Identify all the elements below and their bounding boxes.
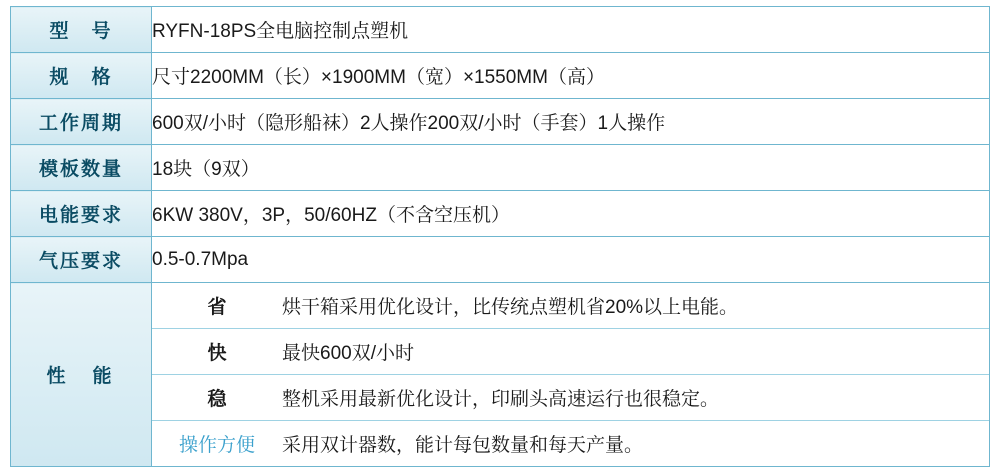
performance-value-stable: 整机采用最新优化设计，印刷头高速运行也很稳定。 xyxy=(282,375,989,421)
row-label-air-pressure: 气压要求 xyxy=(11,237,152,283)
row-value-model: RYFN-18PS全电脑控制点塑机 xyxy=(152,7,990,53)
row-label-spec: 规 格 xyxy=(11,53,152,99)
table-row xyxy=(11,99,990,145)
row-label-power: 电能要求 xyxy=(11,191,152,237)
row-value-spec: 尺寸2200MM（长）×1900MM（宽）×1550MM（高） xyxy=(152,53,990,99)
performance-value-fast: 最快600双/小时 xyxy=(282,329,989,375)
performance-key-easy-operation: 操作方便 xyxy=(178,435,255,456)
table-row xyxy=(11,7,990,53)
performance-key-saving: 省 xyxy=(152,283,282,329)
performance-key-fast: 快 xyxy=(152,329,282,375)
performance-key-stable: 稳 xyxy=(152,375,282,421)
row-label-model: 型 号 xyxy=(11,7,152,53)
performance-row xyxy=(152,329,989,375)
specification-table xyxy=(10,6,990,467)
performance-cell xyxy=(152,283,990,467)
performance-value-saving: 烘干箱采用优化设计，比传统点塑机省20%以上电能。 xyxy=(282,283,989,329)
performance-row xyxy=(152,421,989,467)
row-value-power: 6KW 380V，3P，50/60HZ（不含空压机） xyxy=(152,191,990,237)
row-value-air-pressure: 0.5-0.7Mpa xyxy=(152,237,990,283)
row-label-cycle: 工作周期 xyxy=(11,99,152,145)
performance-row xyxy=(152,283,989,329)
table-row xyxy=(11,53,990,99)
row-value-cycle: 600双/小时（隐形船袜）2人操作200双/小时（手套）1人操作 xyxy=(152,99,990,145)
performance-table xyxy=(152,283,989,466)
row-label-performance: 性 能 xyxy=(11,283,152,467)
table-row-performance xyxy=(11,283,990,467)
row-value-template-count: 18块（9双） xyxy=(152,145,990,191)
table-row xyxy=(11,237,990,283)
performance-value-easy-operation: 采用双计器数，能计每包数量和每天产量。 xyxy=(282,435,644,456)
row-label-template-count: 模板数量 xyxy=(11,145,152,191)
table-row xyxy=(11,145,990,191)
table-row xyxy=(11,191,990,237)
performance-row xyxy=(152,375,989,421)
